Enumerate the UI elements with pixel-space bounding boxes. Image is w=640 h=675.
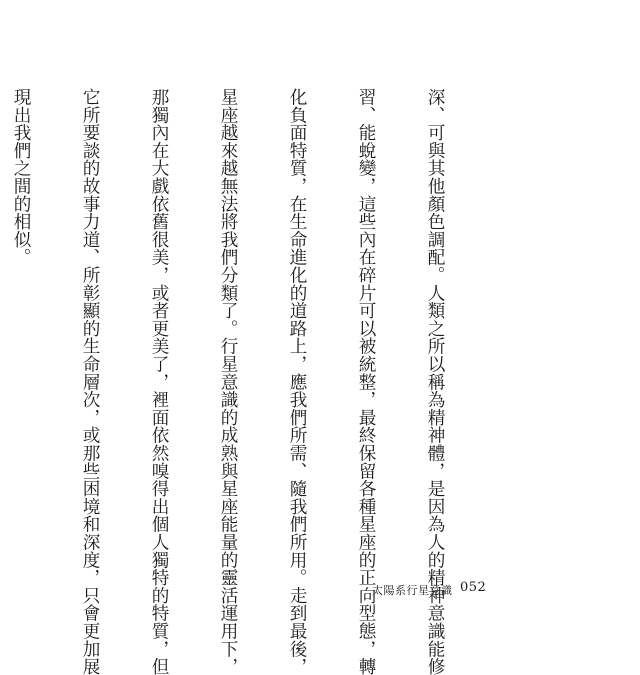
page-number: 052 <box>460 580 487 595</box>
text-column-1: 深、可與其他顏色調配。人類之所以稱為精神體，是因為人的精神意識能修 <box>425 88 445 675</box>
text-column-6: 它所要談的故事力道、所彰顯的生命層次，或那些困境和深度，只會更加展 <box>80 88 100 675</box>
text-column-5: 那獨內在大戲依舊很美，或者更美了，裡面依然嗅得出個人獨特的特質，但 <box>149 88 169 675</box>
text-column-7: 現出我們之間的相似。 <box>11 88 31 266</box>
text-column-3: 化負面特質，在生命進化的道路上，應我們所需、隨我們所用。走到最後， <box>287 88 307 675</box>
running-title: 太陽系行星意識 <box>372 584 453 597</box>
text-column-4: 星座越來越無法將我們分類了。行星意識的成熟與星座能量的靈活運用下， <box>218 88 238 675</box>
text-column-2: 習、能蛻變，這些內在碎片可以被統整，最終保留各種星座的正向型態，轉 <box>356 88 376 675</box>
page-footer <box>0 578 640 598</box>
